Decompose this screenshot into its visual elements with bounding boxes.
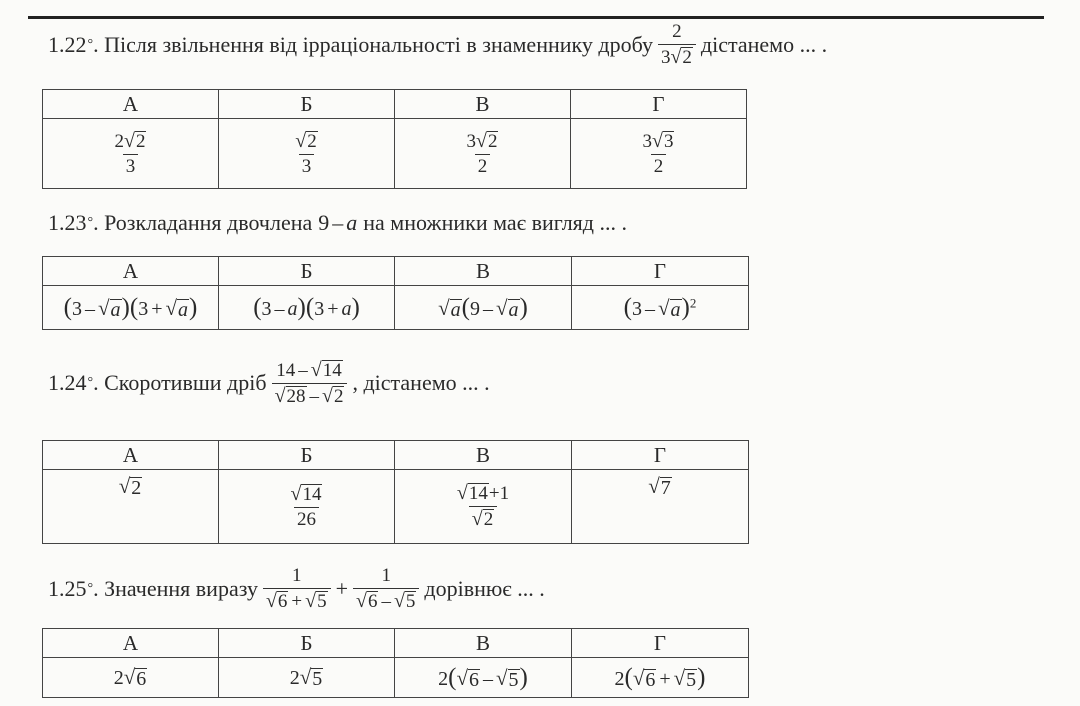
answer-a: 2 √ 2 3	[43, 119, 219, 189]
answer-v: √ 14 +1 √ 2	[395, 470, 572, 544]
degree-mark: °	[87, 375, 94, 391]
problem-text: . Значення виразу	[93, 575, 258, 601]
problem-fraction: 14 – √ 14 √ 28 – √ 2	[272, 360, 348, 407]
option-label-v: В	[395, 90, 571, 119]
answer-b: 2 √ 5	[219, 658, 395, 698]
table-header-row	[43, 90, 747, 119]
option-label-v: В	[395, 441, 572, 470]
problem-text: . Після звільнення від ірраціональності в знаменнику дробу	[93, 31, 653, 57]
problem-number: 1.24	[48, 370, 87, 396]
option-label-g: Г	[571, 90, 747, 119]
option-label-g: Г	[572, 629, 749, 658]
option-label-v: В	[395, 629, 572, 658]
answer-b: √ 2 3	[219, 119, 395, 189]
option-label-a: А	[43, 257, 219, 286]
binomial-expression: 9 – a	[318, 210, 358, 235]
answer-a: √ 2	[43, 470, 219, 544]
table-header-row	[43, 629, 749, 658]
degree-mark: °	[87, 580, 94, 596]
answer-table-1-23	[42, 256, 749, 330]
top-rule	[28, 16, 1044, 19]
answer-g: √ 7	[572, 470, 749, 544]
problem-text-after: дістанемо ... .	[700, 31, 828, 57]
answer-v: 3 √ 2 2	[395, 119, 571, 189]
option-label-v: В	[395, 257, 572, 286]
answer-table-1-24	[42, 440, 749, 544]
answer-table-1-22	[42, 89, 747, 189]
problem-fraction-1: 1 √ 6 + √ 5	[263, 566, 331, 612]
problem-statement-1-22	[48, 22, 827, 68]
answer-a: (3 – √ a )(3 + √ a )	[43, 286, 219, 330]
problem-text-after: , дістанемо ... .	[352, 370, 490, 396]
answer-table-1-25	[42, 628, 749, 698]
option-label-a: А	[43, 441, 219, 470]
problem-fraction: 2 3 √ 2	[658, 22, 696, 68]
answer-v: 2( √ 6 – √ 5 )	[395, 658, 572, 698]
option-label-a: А	[43, 629, 219, 658]
table-answer-row	[43, 119, 747, 189]
problem-number: 1.25	[48, 575, 87, 601]
table-answer-row	[43, 658, 749, 698]
answer-g: 3 √ 3 2	[571, 119, 747, 189]
table-header-row	[43, 257, 749, 286]
answer-v: √ a (9 – √ a )	[395, 286, 572, 330]
answer-a: 2 √ 6	[43, 658, 219, 698]
table-answer-row	[43, 470, 749, 544]
table-header-row	[43, 441, 749, 470]
problem-statement-1-23	[48, 212, 627, 234]
option-label-b: Б	[219, 257, 395, 286]
problem-text: . Скоротивши дріб	[93, 370, 267, 396]
problem-fraction-2: 1 √ 6 – √ 5	[353, 566, 419, 612]
answer-g: 2( √ 6 + √ 5 )	[572, 658, 749, 698]
answer-b: √ 14 26	[219, 470, 395, 544]
problem-number: 1.22	[48, 31, 87, 57]
degree-mark: °	[87, 36, 94, 52]
problem-statement-1-24	[48, 360, 490, 407]
option-label-b: Б	[219, 90, 395, 119]
answer-g: (3 – √ a )$^2$	[572, 286, 749, 330]
option-label-g: Г	[572, 257, 749, 286]
problem-number: 1.23	[48, 210, 87, 235]
plus-sign: +	[335, 575, 348, 601]
option-label-g: Г	[572, 441, 749, 470]
option-label-b: Б	[219, 441, 395, 470]
answer-b: (3 – a)(3 + a)	[219, 286, 395, 330]
problem-text-after: дорівнює ... .	[424, 575, 545, 601]
problem-statement-1-25	[48, 566, 545, 612]
problem-text-after: на множники має вигляд ... .	[363, 210, 627, 235]
option-label-b: Б	[219, 629, 395, 658]
degree-mark: °	[87, 215, 94, 230]
problem-text: . Розкладання двочлена	[93, 210, 313, 235]
option-label-a: А	[43, 90, 219, 119]
table-answer-row	[43, 286, 749, 330]
